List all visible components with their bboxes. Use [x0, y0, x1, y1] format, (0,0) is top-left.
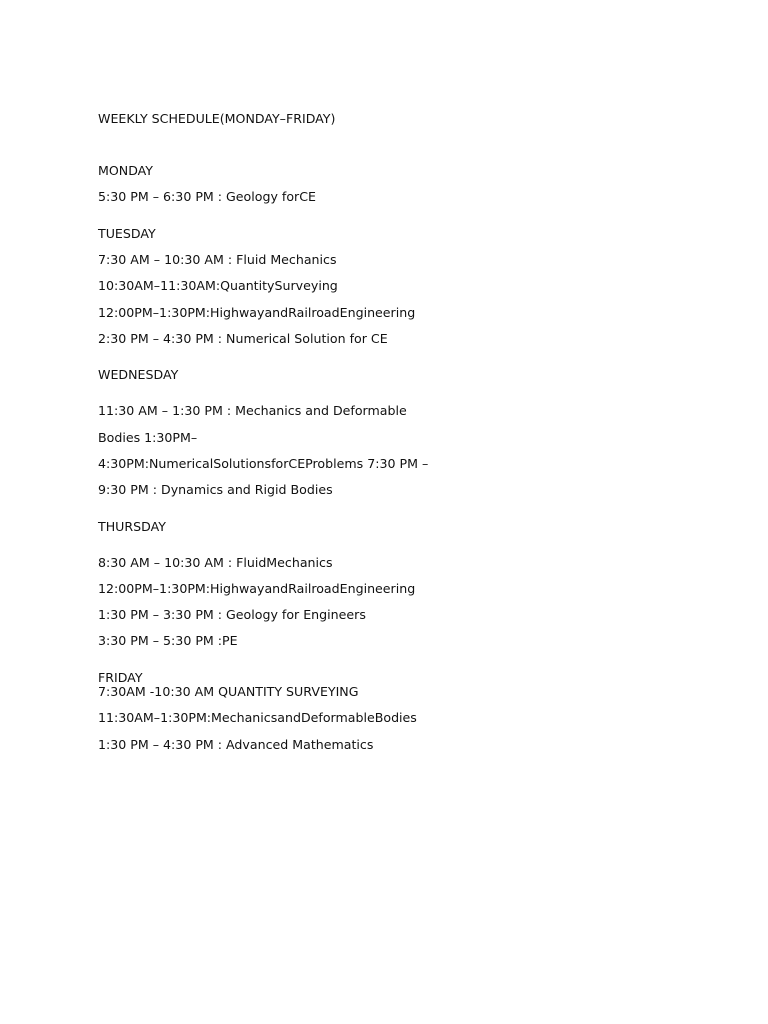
day-heading-tuesday: TUESDAY [98, 226, 156, 241]
schedule-line: 1:30 PM – 4:30 PM : Advanced Mathematics [98, 737, 374, 752]
schedule-line: 1:30 PM – 3:30 PM : Geology for Engineers [98, 607, 366, 622]
schedule-line: 7:30 AM – 10:30 AM : Fluid Mechanics [98, 252, 337, 267]
day-heading-thursday: THURSDAY [98, 519, 166, 534]
schedule-line: 3:30 PM – 5:30 PM :PE [98, 633, 238, 648]
schedule-line: 11:30AM–1:30PM:MechanicsandDeformableBodies [98, 710, 417, 725]
schedule-line: 2:30 PM – 4:30 PM : Numerical Solution for CE [98, 331, 388, 346]
schedule-line: 10:30AM–11:30AM:QuantitySurveying [98, 278, 338, 293]
day-heading-monday: MONDAY [98, 163, 154, 178]
schedule-line: Bodies 1:30PM– [98, 430, 198, 445]
day-heading-friday: FRIDAY [98, 670, 143, 685]
schedule-line: 5:30 PM – 6:30 PM : Geology forCE [98, 189, 316, 204]
schedule-line: 9:30 PM : Dynamics and Rigid Bodies [98, 482, 333, 497]
schedule-line: 7:30AM -10:30 AM QUANTITY SURVEYING [98, 684, 359, 699]
day-heading-wednesday: WEDNESDAY [98, 367, 179, 382]
schedule-line: 12:00PM–1:30PM:HighwayandRailroadEngineering [98, 581, 416, 596]
schedule-line: 4:30PM:NumericalSolutionsforCEProblems 7:30 PM – [98, 456, 429, 471]
schedule-line: 12:00PM–1:30PM:HighwayandRailroadEngineering [98, 305, 416, 320]
page-title: WEEKLY SCHEDULE(MONDAY–FRIDAY) [98, 111, 336, 126]
schedule-line: 8:30 AM – 10:30 AM : FluidMechanics [98, 555, 333, 570]
schedule-line: 11:30 AM – 1:30 PM : Mechanics and Deformable [98, 403, 407, 418]
